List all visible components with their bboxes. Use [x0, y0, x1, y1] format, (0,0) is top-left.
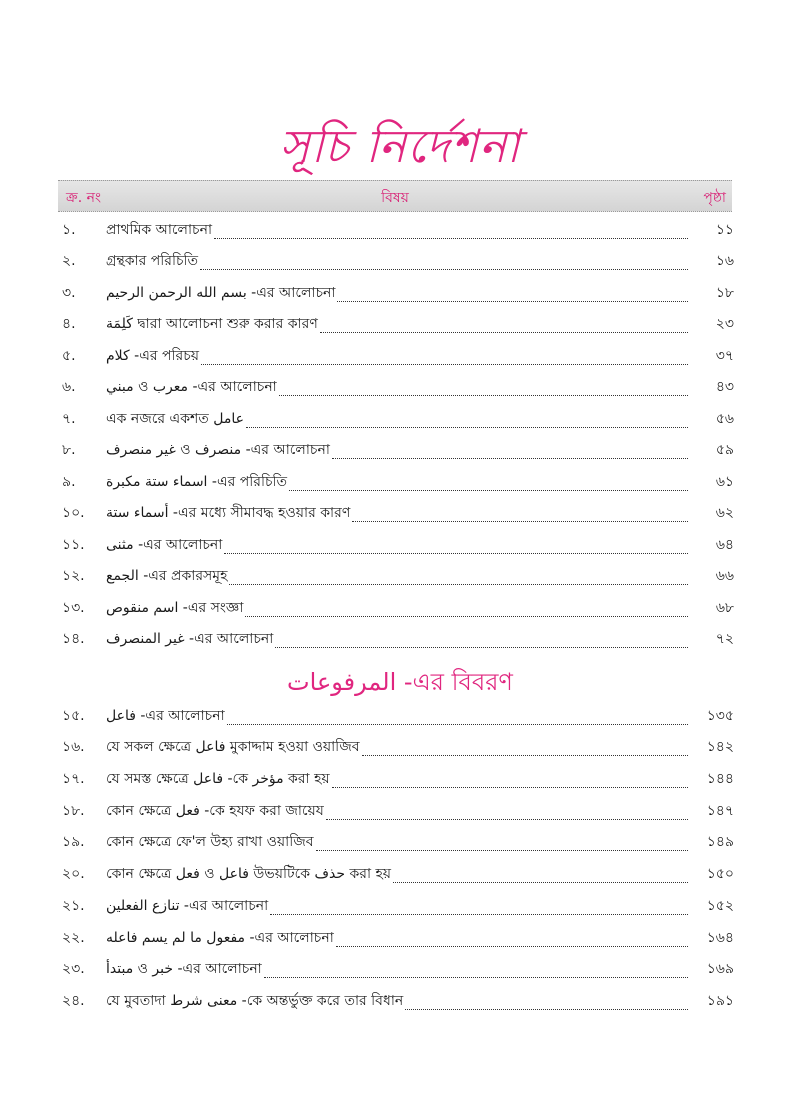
toc-entry[interactable] — [62, 702, 734, 734]
toc-entry[interactable] — [62, 594, 734, 626]
entry-number: ১৪. — [62, 631, 85, 647]
dot-leader — [337, 300, 688, 302]
dot-leader — [264, 976, 688, 978]
dot-leader — [352, 520, 688, 522]
dot-leader — [320, 331, 688, 333]
entry-page: ৬১ — [715, 473, 734, 490]
entry-page: ১৬ — [715, 253, 734, 269]
header-number: ক্র. নং — [66, 190, 101, 206]
toc-entry[interactable] — [62, 248, 734, 280]
dot-leader — [214, 237, 688, 239]
section-title: المرفوعات -এর বিবরণ — [287, 668, 513, 696]
dot-leader — [332, 457, 688, 459]
toc-entry[interactable] — [62, 216, 734, 248]
entry-title: যে মুবতাদা معنى شرط -কে অন্তর্ভুক্ত করে তার বিধান — [106, 992, 404, 1009]
toc-entry[interactable] — [62, 342, 734, 374]
entry-title: যে সকল ক্ষেত্রে فاعل মুকাদ্দাম হওয়া ওয়াজিব — [106, 739, 360, 756]
dot-leader — [362, 754, 688, 756]
dot-leader — [279, 394, 688, 396]
entry-title: مثنى -এর আলোচনা — [106, 536, 223, 553]
entry-title: কোন ক্ষেত্রে فعل ও فاعل উভয়টিকে حذف করা হয় — [106, 866, 392, 883]
dot-leader — [316, 849, 688, 851]
entry-number: ৫. — [62, 347, 76, 364]
entry-page: ৭২ — [715, 631, 734, 647]
toc-entry[interactable] — [62, 829, 734, 861]
table-header — [58, 180, 732, 212]
entry-number: ১৭. — [62, 771, 85, 788]
dot-leader — [246, 426, 688, 428]
entry-page: ৬৪ — [715, 536, 734, 553]
dot-leader — [289, 489, 688, 491]
dot-leader — [275, 646, 688, 648]
entry-number: ২. — [62, 253, 76, 269]
entry-title: مفعول ما لم يسم فاعله -এর আলোচনা — [106, 929, 334, 946]
entry-number: ৭. — [62, 410, 76, 427]
toc-entry[interactable] — [62, 279, 734, 311]
entry-title: فاعل -এর আলোচনা — [106, 707, 225, 724]
header-page: পৃষ্ঠা — [703, 190, 726, 206]
entry-number: ২০. — [62, 866, 85, 883]
entry-page: ১৪৪ — [706, 771, 734, 788]
entry-page: ১৯১ — [706, 992, 734, 1009]
dot-leader — [270, 913, 688, 915]
entry-page: ৫৬ — [715, 410, 734, 427]
entry-title: كلام -এর পরিচয় — [106, 347, 200, 364]
entry-page: ১৪৯ — [706, 834, 734, 851]
toc-entry[interactable] — [62, 563, 734, 595]
toc-entry[interactable] — [62, 924, 734, 956]
dot-leader — [227, 723, 688, 725]
entry-title: اسم منقوص -এর সংজ্ঞা — [106, 599, 244, 616]
entry-number: ১০. — [62, 505, 85, 521]
entry-number: ১৮. — [62, 802, 85, 819]
entry-number: ২৪. — [62, 992, 85, 1009]
page-title: সূচি নির্দেশনা — [279, 119, 521, 173]
toc-entry[interactable] — [62, 956, 734, 988]
entry-page: ২৩ — [715, 316, 734, 332]
entry-number: ২২. — [62, 929, 85, 946]
entry-page: ১১ — [715, 221, 734, 238]
toc-entry[interactable] — [62, 468, 734, 500]
entry-number: ২১. — [62, 897, 85, 914]
entry-number: ৬. — [62, 379, 76, 395]
toc-entry[interactable] — [62, 311, 734, 343]
entry-title: أسماء ستة -এর মধ্যে সীমাবদ্ধ হওয়ার কারণ — [106, 505, 351, 521]
toc-entry[interactable] — [62, 531, 734, 563]
header-subject: বিষয় — [381, 190, 409, 206]
entry-number: ১১. — [62, 536, 85, 553]
entry-page: ৪৩ — [715, 379, 734, 395]
entry-title: غير المنصرف -এর আলোচনা — [106, 631, 274, 647]
entry-page: ১৫০ — [706, 866, 734, 883]
entry-number: ১৫. — [62, 707, 85, 724]
entry-page: ৬৬ — [715, 568, 734, 584]
dot-leader — [200, 268, 688, 270]
entry-title: কোন ক্ষেত্রে ফে'ল উহ্য রাখা ওয়াজিব — [106, 834, 314, 851]
entry-number: ১২. — [62, 568, 85, 584]
toc-entry[interactable] — [62, 374, 734, 406]
entry-number: ৯. — [62, 473, 76, 490]
toc-entry[interactable] — [62, 734, 734, 766]
dot-leader — [201, 363, 688, 365]
toc-entry[interactable] — [62, 405, 734, 437]
dot-leader — [245, 615, 688, 617]
toc-entry[interactable] — [62, 437, 734, 469]
entry-page: ১৫২ — [706, 897, 734, 914]
dot-leader — [393, 881, 688, 883]
toc-entry[interactable] — [62, 892, 734, 924]
entry-page: ১৬৪ — [706, 929, 734, 946]
entry-page: ৩৭ — [715, 347, 734, 364]
entry-number: ৩. — [62, 284, 76, 301]
entry-number: ২৩. — [62, 961, 85, 978]
entry-title: গ্রন্থকার পরিচিতি — [106, 253, 199, 269]
entry-title: এক নজরে একশত عامل — [106, 410, 244, 427]
entry-title: প্রাথমিক আলোচনা — [106, 221, 213, 238]
entry-title: যে সমস্ত ক্ষেত্রে فاعل -কে مؤخر করা হয় — [106, 771, 330, 788]
entry-page: ১৬৯ — [706, 961, 734, 978]
entry-title: كَلِمَة দ্বারা আলোচনা শুরু করার কারণ — [106, 316, 318, 332]
entry-title: اسماء ستة مكبرة -এর পরিচিতি — [106, 473, 288, 490]
entry-title: কোন ক্ষেত্রে فعل -কে হযফ করা জায়েয — [106, 802, 324, 819]
entry-title: الجمع -এর প্রকারসমূহ — [106, 568, 228, 584]
entry-title: مبني ও معرب -এর আলোচনা — [106, 379, 277, 395]
dot-leader — [336, 945, 688, 947]
entry-page: ৬৮ — [715, 599, 734, 616]
dot-leader — [332, 786, 688, 788]
entry-page: ৬২ — [715, 505, 734, 521]
toc-entry[interactable] — [62, 860, 734, 892]
entry-number: ৪. — [62, 316, 76, 332]
dot-leader — [224, 552, 688, 554]
entry-page: ১৮ — [715, 284, 734, 301]
entry-page: ১৩৫ — [706, 707, 734, 724]
toc-entry[interactable] — [62, 500, 734, 532]
toc-entry[interactable] — [62, 797, 734, 829]
toc-list-1 — [62, 216, 734, 657]
entry-number: ১. — [62, 221, 76, 238]
entry-title: بسم الله الرحمن الرحيم -এর আলোচনা — [106, 284, 336, 301]
toc-entry[interactable] — [62, 626, 734, 658]
entry-number: ১৯. — [62, 834, 85, 851]
entry-title: مبتدأ ও خبر -এর আলোচনা — [106, 961, 262, 978]
toc-entry[interactable] — [62, 987, 734, 1019]
entry-page: ১৪২ — [706, 739, 734, 756]
entry-number: ১৬. — [62, 739, 85, 756]
toc-entry[interactable] — [62, 765, 734, 797]
entry-title: تنازع الفعلين -এর আলোচনা — [106, 897, 269, 914]
entry-number: ৮. — [62, 442, 76, 458]
entry-number: ১৩. — [62, 599, 85, 616]
dot-leader — [326, 818, 688, 820]
entry-title: غير منصرف ও منصرف -এর আলোচনা — [106, 442, 330, 458]
toc-list-2 — [62, 702, 734, 1019]
dot-leader — [405, 1008, 688, 1010]
entry-page: ৫৯ — [715, 442, 734, 458]
dot-leader — [229, 583, 688, 585]
entry-page: ১৪৭ — [706, 802, 734, 819]
